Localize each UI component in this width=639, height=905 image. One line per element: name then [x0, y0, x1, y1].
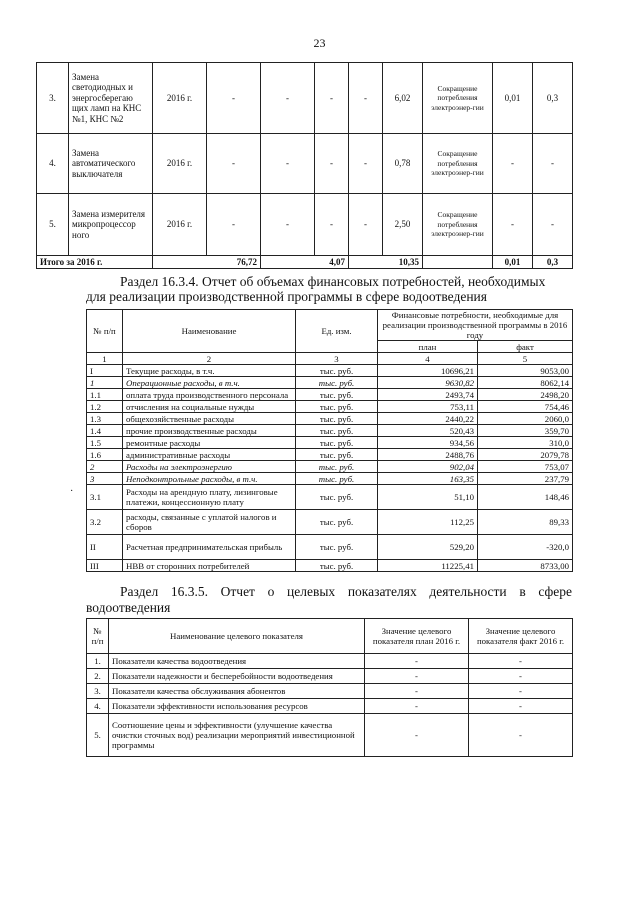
- section-heading-16-3-4-cont: для реализации производственной программы в сфере водоотведения: [86, 289, 487, 304]
- effect-cell: Сокращение потребления электроэнер-гии: [423, 63, 493, 134]
- header-row: [87, 619, 573, 654]
- table-row: 5. Замена измерителя микропроцессор ного 2016 г. - - - - 2,50 Сокращение потребления электроэнер-гии - -: [37, 194, 573, 256]
- table-row: 3.1 Расходы на арендную плату, лизинговые платежи, концессионную плату тыс. руб. 51,10 148,46: [87, 485, 573, 510]
- table-row: 1 Операционные расходы, в т.ч. тыс. руб. 9630,82 8062,14: [87, 377, 573, 389]
- table-row: 4. Замена автоматического выключателя 2016 г. - - - - 0,78 Сокращение потребления электроэнер-гии - -: [37, 134, 573, 194]
- col-header: факт: [478, 341, 573, 353]
- measure-name: Замена измерителя микропроцессор ного: [69, 194, 153, 256]
- table-row: 1.4 прочие производственные расходы тыс. руб. 520,43 359,70: [87, 425, 573, 437]
- measure-name: Замена автоматического выключателя: [69, 134, 153, 194]
- table-row: 1.3 общехозяйственные расходы тыс. руб. 2440,22 2060,0: [87, 413, 573, 425]
- page-number: 23: [313, 36, 326, 50]
- table-row: 2. Показатели надежности и бесперебойности водоотведения - -: [87, 669, 573, 684]
- table-row: 1.1 оплата труда производственного персонала тыс. руб. 2493,74 2498,20: [87, 389, 573, 401]
- effect-cell: Сокращение потребления электроэнер-гии: [423, 134, 493, 194]
- section-heading-16-3-4: Раздел 16.3.4. Отчет об объемах финансовых потребностей, необходимых: [120, 274, 546, 289]
- col-header: Ед. изм.: [296, 310, 378, 353]
- col-header: № п/п: [87, 310, 123, 353]
- table-row: III НВВ от сторонних потребителей тыс. руб. 11225,41 8733,00: [87, 560, 573, 572]
- table-row: 3. Показатели качества обслуживания абонентов - -: [87, 684, 573, 699]
- table-row: 4. Показатели эффективности использования ресурсов - -: [87, 699, 573, 714]
- table-row: 3. Замена светодиодных и энергосберегаю щих ламп на КНС №1, КНС №2 2016 г. - - - - 6,02 Сокращение потребления электроэнер-гии 0,01 0,3: [37, 63, 573, 134]
- target-indicators-table: [86, 618, 573, 757]
- col-header: Значение целевого показателя план 2016 г.: [365, 619, 469, 654]
- col-header: Финансовые потребности, необходимые для реализации производственной программы в 2016 году: [378, 310, 573, 341]
- table-row: 1.5 ремонтные расходы тыс. руб. 934,56 310,0: [87, 437, 573, 449]
- total-row: Итого за 2016 г. 76,72 4,07 10,35 0,01 0,3: [37, 256, 573, 269]
- investment-measures-table: [36, 62, 573, 269]
- measure-name: Замена светодиодных и энергосберегаю щих ламп на КНС №1, КНС №2: [69, 63, 153, 134]
- table-row: 5. Соотношение цены и эффективности (улучшение качества очистки сточных вод) реализации мероприятий инвестиционной программы - -: [87, 714, 573, 757]
- col-header: № п/п: [87, 619, 109, 654]
- table-row: I Текущие расходы, в т.ч. тыс. руб. 10696,21 9053,00: [87, 365, 573, 377]
- column-number-row: 1 2 3 4 5: [87, 353, 573, 365]
- table-row: 3.2 расходы, связанные с уплатой налогов и сборов тыс. руб. 112,25 89,33: [87, 510, 573, 535]
- effect-cell: Сокращение потребления электроэнер-гии: [423, 194, 493, 256]
- col-header: Наименование целевого показателя: [109, 619, 365, 654]
- stray-mark: ·: [70, 486, 74, 497]
- table-row: 3 Неподконтрольные расходы, в т.ч. тыс. руб. 163,35 237,79: [87, 473, 573, 485]
- table-row: 1.6 административные расходы тыс. руб. 2488,76 2079,78: [87, 449, 573, 461]
- table-row: II Расчетная предпринимательская прибыль тыс. руб. 529,20 -320,0: [87, 535, 573, 560]
- col-header: Значение целевого показателя факт 2016 г.: [469, 619, 573, 654]
- total-label: Итого за 2016 г.: [37, 256, 153, 269]
- section-heading-16-3-5: Раздел 16.3.5. Отчет о целевых показателях деятельности в сфере: [120, 584, 572, 599]
- financial-needs-table: [86, 309, 573, 572]
- section-heading-16-3-5-cont: водоотведения: [86, 600, 171, 615]
- header-row: [87, 310, 573, 341]
- table-row: 1.2 отчисления на социальные нужды тыс. руб. 753,11 754,46: [87, 401, 573, 413]
- col-header: Наименование: [123, 310, 296, 353]
- table-row: 2 Расходы на электроэнергию тыс. руб. 902,04 753,07: [87, 461, 573, 473]
- table-row: 1. Показатели качества водоотведения - -: [87, 654, 573, 669]
- col-header: план: [378, 341, 478, 353]
